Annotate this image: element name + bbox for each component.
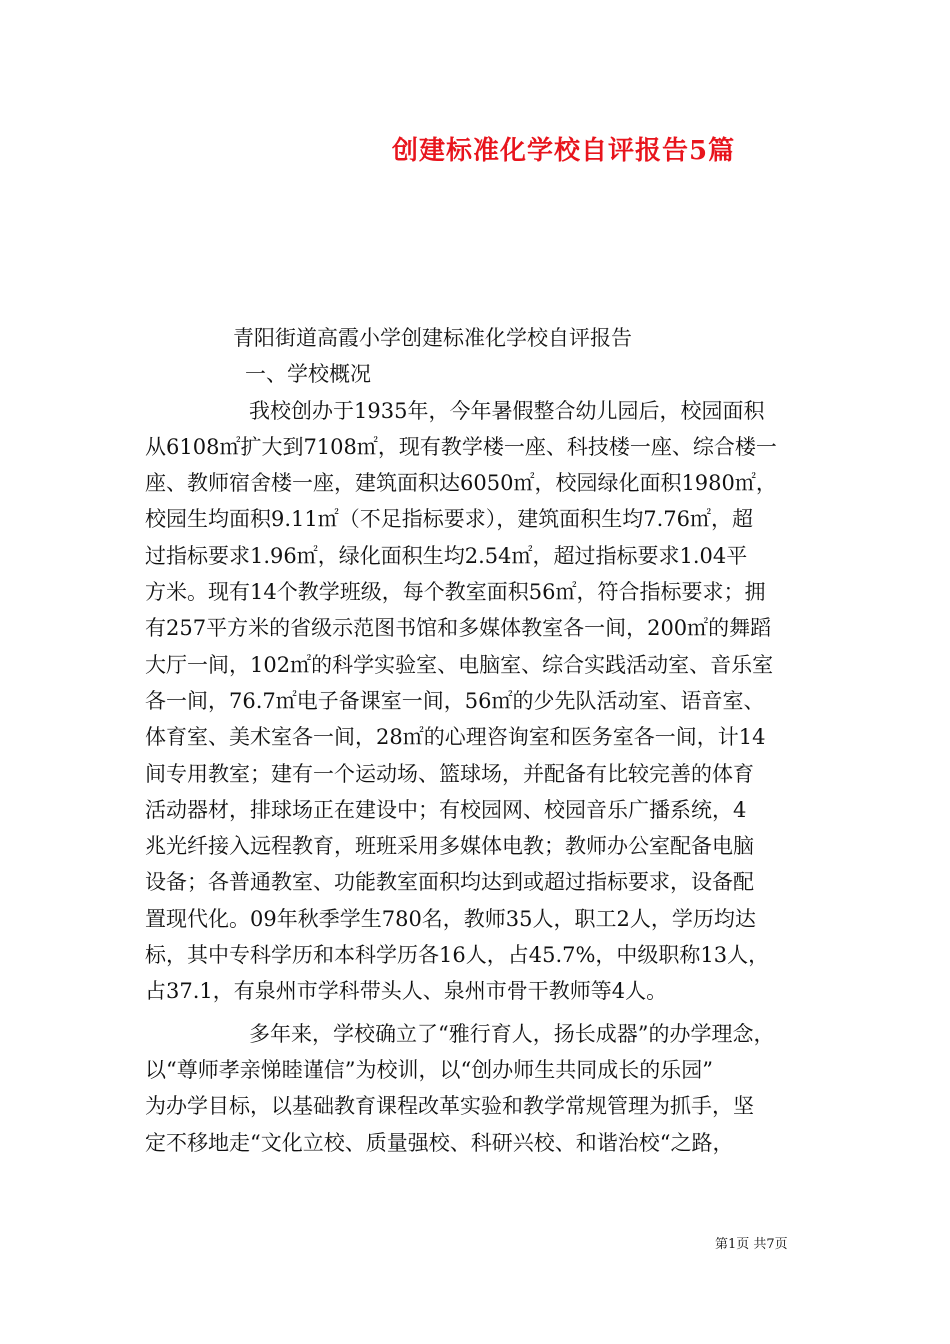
text-line: 间专用教室；建有一个运动场、篮球场，并配备有比较完善的体育	[145, 761, 754, 786]
text-line: 大厅一间，102㎡的科学实验室、电脑室、综合实践活动室、音乐室	[145, 652, 774, 677]
page-number-footer: 第1页 共7页	[715, 1237, 788, 1252]
text-line: 兆光纤接入远程教育，班班采用多媒体电教；教师办公室配备电脑	[145, 834, 754, 859]
text-line: 定不移地走“文化立校、质量强校、科研兴校、和谐治校“之路，	[145, 1130, 734, 1155]
paragraph-school-overview	[145, 393, 809, 1010]
text-line: 有257平方米的省级示范图书馆和多媒体教室各一间，200㎡的舞蹈	[145, 616, 772, 641]
text-line: 体育室、美术室各一间，28㎡的心理咨询室和医务室各一间，计14	[145, 725, 766, 750]
text-line: 为办学目标，以基础教育课程改革实验和教学常规管理为抓手，坚	[145, 1094, 754, 1119]
text-line: 过指标要求1.96㎡，绿化面积生均2.54㎡，超过指标要求1.04平	[145, 543, 748, 568]
document-title: 创建标准化学校自评报告5篇	[392, 136, 736, 166]
text-line: 多年来，学校确立了“雅行育人，扬长成器”的办学理念，	[249, 1021, 775, 1046]
text-line: 设备；各普通教室、功能教室面积均达到或超过指标要求，设备配	[145, 870, 754, 895]
text-line: 置现代化。09年秋季学生780名，教师35人，职工2人，学历均达	[145, 906, 756, 931]
text-line: 以“尊师孝亲悌睦谨信”为校训，以“创办师生共同成长的乐园”	[145, 1057, 713, 1082]
document-body	[145, 320, 809, 1161]
paragraph-school-philosophy	[145, 1016, 809, 1161]
text-line: 活动器材，排球场正在建设中；有校园网、校园音乐广播系统，4	[145, 797, 747, 822]
text-line: 占37.1，有泉州市学科带头人、泉州市骨干教师等4人。	[145, 979, 668, 1004]
section-heading: 一、学校概况	[245, 362, 371, 387]
text-line: 校园生均面积9.11㎡（不足指标要求），建筑面积生均7.76㎡，超	[145, 507, 754, 532]
text-line: 我校创办于1935年，今年暑假整合幼儿园后，校园面积	[249, 398, 765, 423]
text-line: 方米。现有14个教学班级，每个教室面积56㎡，符合指标要求；拥	[145, 580, 766, 605]
text-line: 各一间，76.7㎡电子备课室一间，56㎡的少先队活动室、语音室、	[145, 688, 765, 713]
text-line: 标，其中专科学历和本科学历各16人，占45.7%，中级职称13人，	[145, 943, 770, 968]
text-line: 从6108㎡扩大到7108㎡，现有教学楼一座、科技楼一座、综合楼一	[145, 434, 777, 459]
report-subtitle: 青阳街道高霞小学创建标准化学校自评报告	[233, 326, 632, 350]
text-line: 座、教师宿舍楼一座，建筑面积达6050㎡，校园绿化面积1980㎡，	[145, 471, 777, 496]
